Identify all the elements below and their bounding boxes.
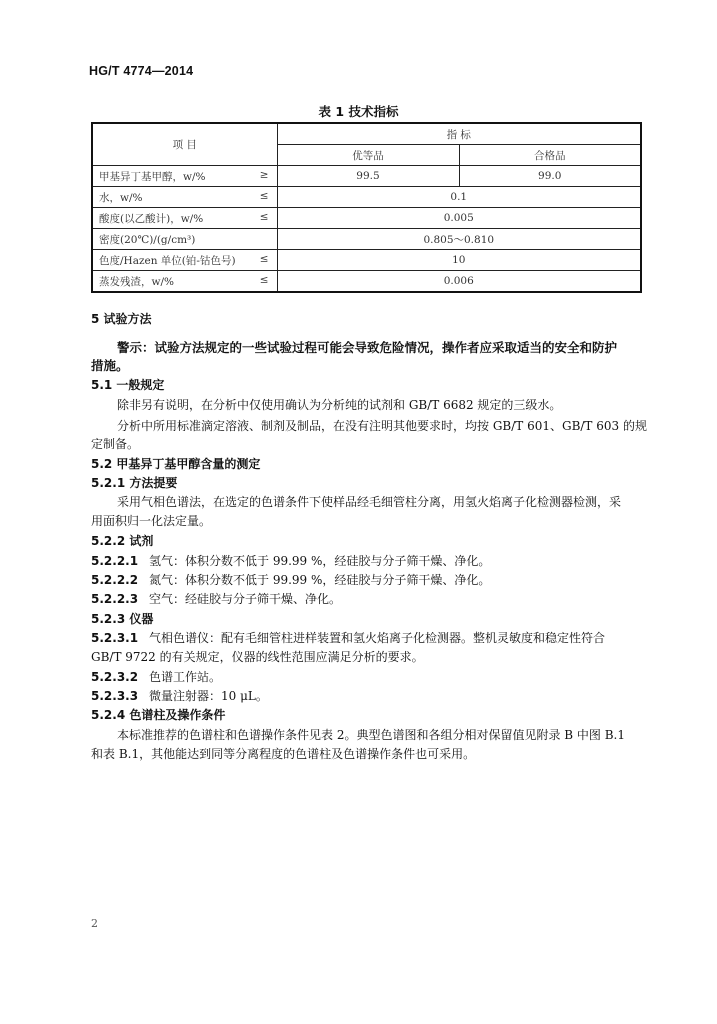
clause-5-2-2-3-number: 5.2.2.3	[91, 592, 139, 606]
table-row-item: 色度/Hazen 单位(铂-钴色号) ≤	[92, 250, 277, 271]
header-index: 指 标	[277, 123, 641, 145]
table-row-item: 蒸发残渣，w/% ≤	[92, 271, 277, 293]
paragraph-5-2-1-line-2: 用面积归一化法定量。	[91, 514, 212, 528]
warning-line-1: 警示：试验方法规定的一些试验过程可能会导致危险情况，操作者应采取适当的安全和防护	[117, 340, 618, 355]
table-cell-value: 99.5	[277, 166, 459, 187]
technical-index-table	[91, 122, 642, 293]
paragraph-5-2-4-line-2: 和表 B.1，其他能达到同等分离程度的色谱柱及色谱操作条件也可采用。	[91, 747, 476, 761]
section-5-2-2-heading: 5.2.2 试剂	[91, 534, 154, 548]
clause-5-2-3-3-number: 5.2.3.3	[91, 689, 139, 703]
clause-5-2-2-2-text: 氮气：体积分数不低于 99.99 %，经硅胶与分子筛干燥、净化。	[149, 573, 491, 587]
clause-5-2-3-2-number: 5.2.3.2	[91, 670, 139, 684]
header-item: 项 目	[92, 123, 277, 166]
paragraph-5-2-1-line-1: 采用气相色谱法，在选定的色谱条件下使样品经毛细管柱分离，用氢火焰离子化检测器检测，采	[117, 495, 622, 509]
comparison-symbol: ≤	[259, 190, 269, 202]
table-cell-value: 0.005	[277, 208, 641, 229]
comparison-symbol: ≤	[259, 211, 269, 223]
standard-number: HG/T 4774—2014	[89, 64, 194, 78]
clause-5-2-2-2-number: 5.2.2.2	[91, 573, 139, 587]
table-cell-value: 0.006	[277, 271, 641, 293]
paragraph-5-2-4-line-1: 本标准推荐的色谱柱和色谱操作条件见表 2。典型色谱图和各组分相对保留值见附录 B 中图 B.1	[117, 728, 625, 742]
section-5-2-heading: 5.2 甲基异丁基甲醇含量的测定	[91, 457, 261, 471]
table-row-item: 甲基异丁基甲醇，w/% ≥	[92, 166, 277, 187]
clause-5-2-2-3-text: 空气：经硅胶与分子筛干燥、净化。	[149, 592, 342, 606]
clause-5-2-3-3-text: 微量注射器：10 μL。	[149, 689, 268, 703]
clause-5-2-3-1-number: 5.2.3.1	[91, 631, 139, 645]
table-cell-value: 10	[277, 250, 641, 271]
clause-5-2-3-1-continuation: GB/T 9722 的有关规定，仪器的线性范围应满足分析的要求。	[91, 650, 424, 664]
section-5-2-3-heading: 5.2.3 仪器	[91, 612, 154, 626]
header-grade-qualified: 合格品	[459, 145, 641, 166]
comparison-symbol: ≤	[259, 253, 269, 265]
page-number: 2	[91, 917, 98, 930]
header-grade-premium: 优等品	[277, 145, 459, 166]
section-5-2-1-heading: 5.2.1 方法提要	[91, 476, 178, 490]
table-row-item: 酸度(以乙酸计)，w/% ≤	[92, 208, 277, 229]
paragraph-5-1-a: 除非另有说明，在分析中仅使用确认为分析纯的试剂和 GB/T 6682 规定的三级水。	[117, 398, 562, 412]
table-title: 表 1 技术指标	[318, 104, 399, 119]
clause-5-2-3-2-text: 色谱工作站。	[149, 670, 222, 684]
paragraph-5-1-b-line-2: 定制备。	[91, 437, 140, 451]
section-5-heading: 5 试验方法	[91, 312, 152, 326]
table-row-item: 密度(20℃)/(g/cm³)	[92, 229, 277, 250]
paragraph-5-1-b-line-1: 分析中所用标准滴定溶液、制剂及制品，在没有注明其他要求时，均按 GB/T 601、GB/T 603 的规	[117, 419, 647, 433]
clause-5-2-2-1-text: 氢气：体积分数不低于 99.99 %，经硅胶与分子筛干燥、净化。	[149, 554, 491, 568]
table-cell-value: 99.0	[459, 166, 641, 187]
comparison-symbol: ≤	[259, 274, 269, 286]
table-cell-value: 0.1	[277, 187, 641, 208]
comparison-symbol: ≥	[259, 169, 269, 181]
section-5-2-4-heading: 5.2.4 色谱柱及操作条件	[91, 708, 226, 722]
section-5-1-heading: 5.1 一般规定	[91, 378, 165, 392]
table-row-item: 水，w/% ≤	[92, 187, 277, 208]
clause-5-2-3-1-text: 气相色谱仪：配有毛细管柱进样装置和氢火焰离子化检测器。整机灵敏度和稳定性符合	[149, 631, 606, 645]
warning-line-2: 措施。	[91, 358, 129, 373]
table-cell-value: 0.805～0.810	[277, 229, 641, 250]
clause-5-2-2-1-number: 5.2.2.1	[91, 554, 139, 568]
